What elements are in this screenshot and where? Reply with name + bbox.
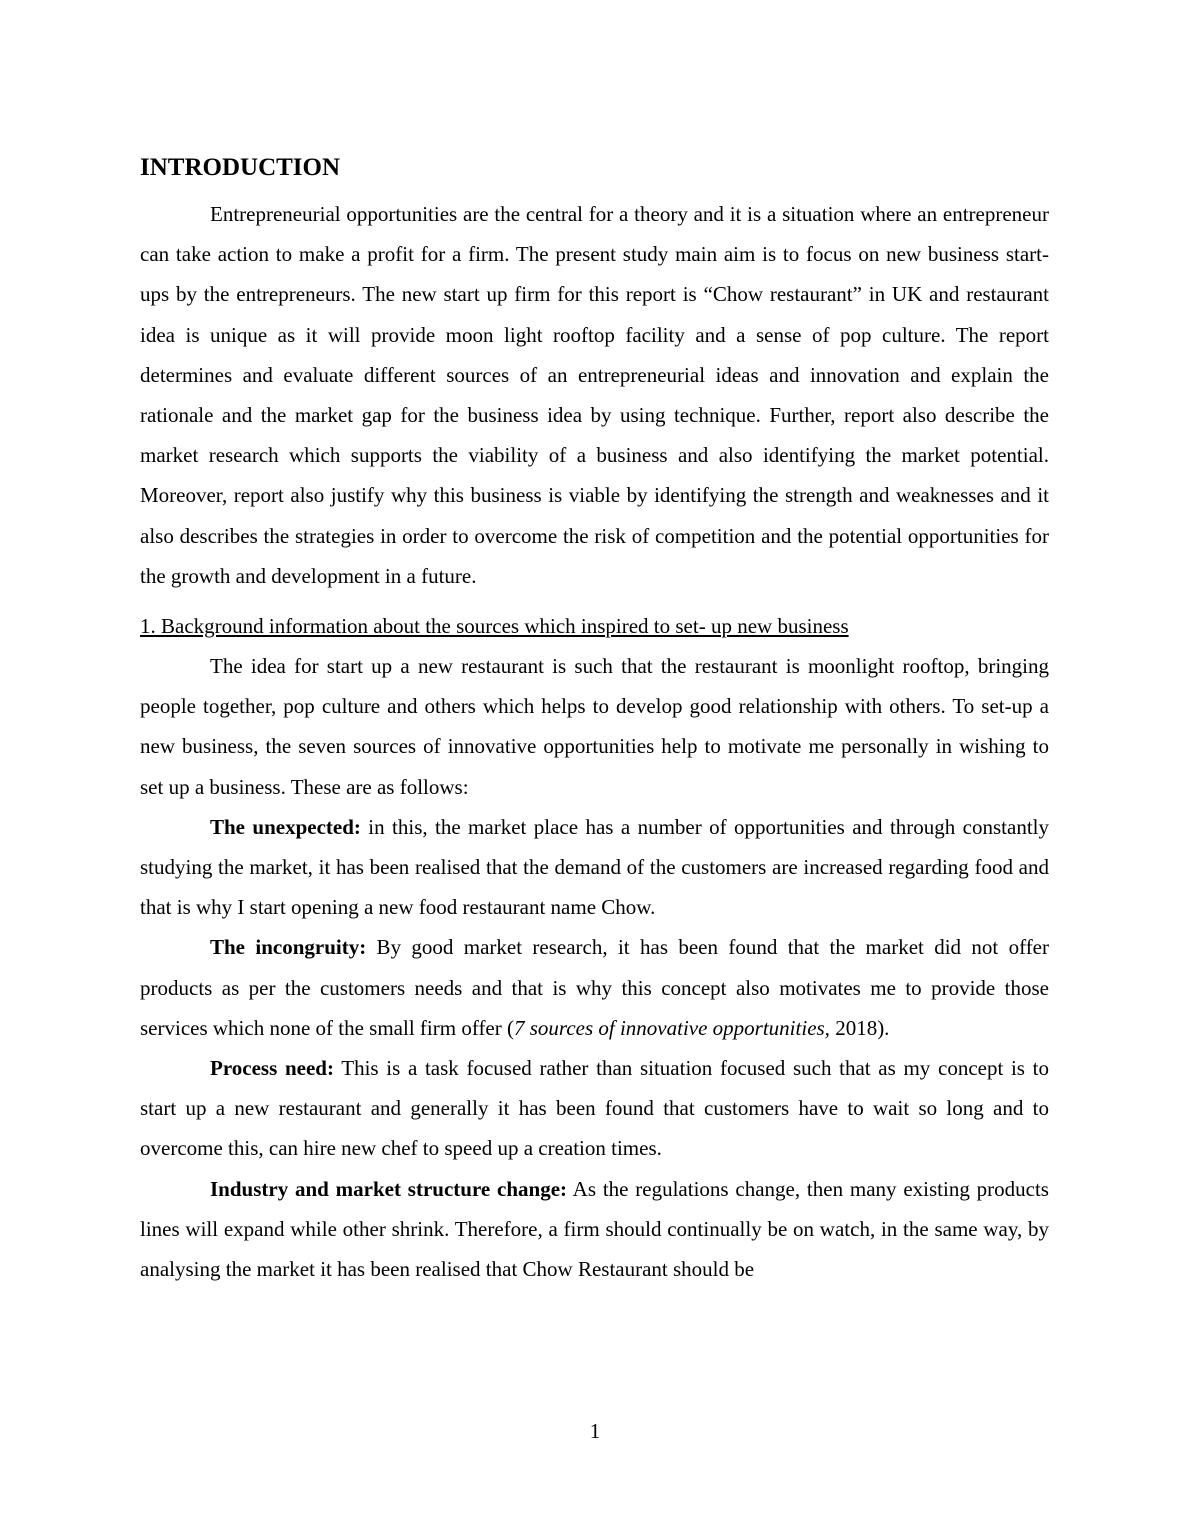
document-page bbox=[140, 148, 1049, 1289]
incongruity-text: By good market research, it has been found that the market did not offer products as per the customers needs and that is why this concept also motivates me to provide those services which none of the small firm offer ( bbox=[140, 935, 1049, 1040]
incongruity-paragraph bbox=[140, 927, 1049, 1048]
page-heading: INTRODUCTION bbox=[140, 154, 341, 181]
section-1-title: 1. Background information about the sources which inspired to set- up new business bbox=[140, 614, 849, 639]
process-need-text: This is a task focused rather than situation focused such that as my concept is to start up a new restaurant and generally it has been found that customers have to wait so long and to overcome this, can hire new chef to speed up a creation times. bbox=[140, 1056, 1050, 1161]
incongruity-citation-tail: 2018). bbox=[829, 1015, 890, 1040]
unexpected-term: The unexpected: bbox=[210, 814, 361, 839]
industry-change-term: Industry and market structure change: bbox=[210, 1176, 568, 1201]
unexpected-text: in this, the market place has a number of opportunities and through constantly studying the market, it has been realised that the demand of the customers are increased regarding food and that is why I start opening a new food restaurant name Chow. bbox=[140, 814, 1049, 920]
section-1-paragraph: The idea for start up a new restaurant is such that the restaurant is moonlight rooftop, bringing people together, pop culture and others which helps to develop good relationship with others. To set-up a new business, the seven sources of innovative opportunities help to motivate me personally in wishing to set up a business. These are as follows: bbox=[140, 654, 1049, 799]
page-number: 1 bbox=[589, 1419, 601, 1443]
incongruity-citation: 7 sources of innovative opportunities, bbox=[514, 1015, 830, 1040]
industry-change-text: As the regulations change, then many existing products lines will expand while other shrink. Therefore, a firm should continually be on watch, in the same way, by analysing the market it has been realised that Chow Restaurant should be bbox=[140, 1176, 1049, 1282]
incongruity-term: The incongruity: bbox=[210, 935, 367, 960]
industry-change-paragraph bbox=[140, 1169, 1049, 1290]
process-need-term: Process need: bbox=[210, 1056, 334, 1081]
intro-paragraph: Entrepreneurial opportunities are the central for a theory and it is a situation where an entrepreneur can take action to make a profit for a firm. The present study main aim is to focus on new business start- ups by the entrepreneurs. The new start up firm for this report is “Chow restaurant” in UK and restaurant idea is unique as it will provide moon light rooftop facility and a sense of pop culture. The report determines and evaluate different sources of an entrepreneurial ideas and innovation and explain the rationale and the market gap for the business idea by using technique. Further, report also describe the market research which supports the viability of a business and also identifying the market potential. Moreover, report also justify why this business is viable by identifying the strength and weaknesses and it also describes the strategies in order to overcome the risk of competition and the potential opportunities for the growth and development in a future. bbox=[140, 202, 1049, 588]
process-need-paragraph bbox=[140, 1048, 1049, 1169]
unexpected-paragraph bbox=[140, 807, 1049, 928]
